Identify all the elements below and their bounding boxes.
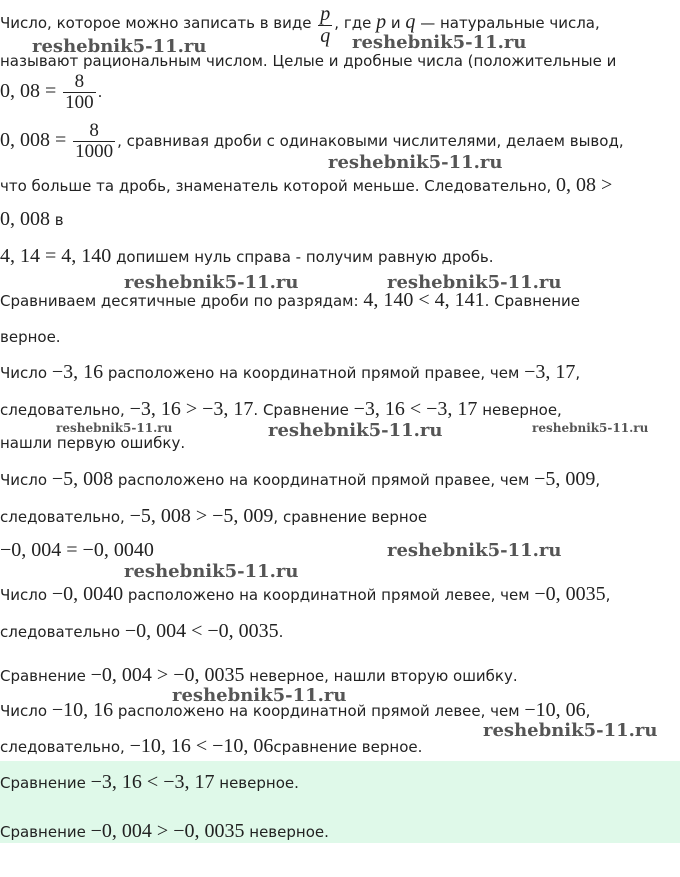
watermark: reshebnik5-11.ru	[268, 420, 443, 441]
text-line	[0, 620, 283, 643]
text-line	[0, 245, 494, 268]
text-line	[0, 174, 612, 197]
math: −0, 004 < −0, 0035	[124, 620, 279, 642]
text: сравнение верное.	[273, 738, 423, 756]
text: нашли первую ошибку.	[0, 434, 186, 452]
math: 0, 08 >	[556, 174, 613, 196]
text: неверное.	[249, 823, 329, 841]
denominator: 100	[65, 91, 94, 113]
math-line	[0, 72, 102, 113]
text: что больше та дробь, знаменатель которой меньше. Следовательно,	[0, 177, 552, 195]
watermark: reshebnik5-11.ru	[387, 540, 562, 561]
math: −0, 0035	[534, 583, 606, 605]
watermark: reshebnik5-11.ru	[56, 421, 173, 435]
fraction-p-over-q	[318, 4, 332, 47]
text-line	[0, 468, 600, 491]
text: следовательно,	[0, 508, 125, 526]
math: −3, 16 < −3, 17	[90, 771, 215, 793]
math: 4, 140 < 4, 141	[363, 289, 485, 311]
text: . Сравнение	[484, 292, 581, 310]
watermark: reshebnik5-11.ru	[172, 685, 347, 706]
answer-line	[0, 771, 299, 794]
text: — натуральные числа,	[420, 14, 600, 32]
text: .	[97, 82, 103, 101]
text: расположено на координатной прямой левее, чем	[127, 586, 530, 604]
numerator: 8	[89, 120, 99, 141]
math: 4, 14 = 4, 140	[0, 245, 112, 267]
text: ,	[575, 364, 581, 382]
text: , где	[334, 14, 372, 32]
math: −10, 16	[51, 699, 114, 721]
math-line	[0, 121, 624, 162]
text-line	[0, 328, 61, 346]
text: , сравнение верное	[273, 508, 428, 526]
text: Число	[0, 586, 48, 604]
math: −0, 004 > −0, 0035	[90, 664, 245, 686]
math: −3, 17	[524, 361, 576, 383]
text: , сравнивая дроби с одинаковыми числителями, делаем вывод,	[117, 131, 624, 150]
math: 0, 008	[0, 208, 50, 230]
text-line	[0, 361, 580, 384]
text-line	[0, 398, 562, 421]
text-line	[0, 664, 518, 687]
text: расположено на координатной прямой левее, чем	[117, 702, 520, 720]
text: Сравнение	[0, 774, 86, 792]
numerator: p	[320, 3, 331, 25]
text-line	[0, 434, 185, 452]
text-line	[0, 208, 64, 231]
text: и	[390, 14, 401, 32]
math-line	[0, 539, 154, 562]
answer-line	[0, 820, 329, 843]
math: 0, 008 =	[0, 128, 67, 151]
math: −10, 06	[524, 699, 586, 721]
text: в	[54, 211, 64, 229]
text: допишем нуль справа - получим равную дробь.	[116, 248, 494, 266]
text: расположено на координатной прямой правее, чем	[107, 364, 520, 382]
text-line: Число, которое можно записать в виде $\frac{p}{q}$ , где p и q — натуральные числа,	[0, 3, 600, 47]
text: Число	[0, 364, 48, 382]
watermark: reshebnik5-11.ru	[124, 272, 299, 293]
math: −0, 004 > −0, 0035	[90, 820, 245, 842]
text: неверное.	[219, 774, 299, 792]
denominator: q	[320, 25, 331, 47]
text-line	[0, 583, 610, 606]
fraction	[73, 121, 115, 162]
text: Сравнение	[0, 667, 86, 685]
text: следовательно,	[0, 738, 125, 756]
text-line	[0, 505, 427, 528]
text: ,	[585, 702, 591, 720]
watermark: reshebnik5-11.ru	[32, 36, 207, 57]
math: −10, 16 < −10, 06	[129, 735, 274, 757]
math: −5, 009	[534, 468, 596, 490]
math: −5, 008	[51, 468, 114, 490]
math: −3, 16 < −3, 17	[353, 398, 478, 420]
math: −3, 16	[51, 361, 104, 383]
text: . Сравнение	[253, 401, 349, 419]
fraction	[63, 72, 96, 113]
math: −0, 004 = −0, 0040	[0, 539, 154, 561]
text: .	[278, 623, 284, 641]
text: следовательно	[0, 623, 121, 641]
watermark: reshebnik5-11.ru	[124, 561, 299, 582]
text: Число, которое можно записать в виде	[0, 14, 312, 32]
denominator: 1000	[75, 140, 114, 162]
text: Сравниваем десятичные дроби по разрядам:	[0, 292, 359, 310]
math: −0, 0040	[51, 583, 124, 605]
math: −3, 16 > −3, 17	[129, 398, 254, 420]
text: верное.	[0, 328, 61, 346]
math: 0, 08 =	[0, 79, 57, 102]
text: следовательно,	[0, 401, 125, 419]
text: Сравнение	[0, 823, 86, 841]
text: ,	[605, 586, 611, 604]
text: Число	[0, 702, 48, 720]
text: расположено на координатной прямой правее, чем	[117, 471, 530, 489]
watermark: reshebnik5-11.ru	[387, 272, 562, 293]
text: ,	[595, 471, 601, 489]
watermark: reshebnik5-11.ru	[328, 152, 503, 173]
watermark: reshebnik5-11.ru	[483, 720, 658, 741]
text: неверное, нашли вторую ошибку.	[249, 667, 518, 685]
numerator: 8	[74, 71, 85, 92]
text-line	[0, 735, 422, 758]
text: называют рациональным числом. Целые и дробные числа (положительные и	[0, 52, 617, 70]
watermark: reshebnik5-11.ru	[532, 421, 649, 435]
text: Число	[0, 471, 48, 489]
math: −5, 008 > −5, 009	[129, 505, 274, 527]
text: неверное,	[482, 401, 562, 419]
watermark: reshebnik5-11.ru	[352, 32, 527, 53]
